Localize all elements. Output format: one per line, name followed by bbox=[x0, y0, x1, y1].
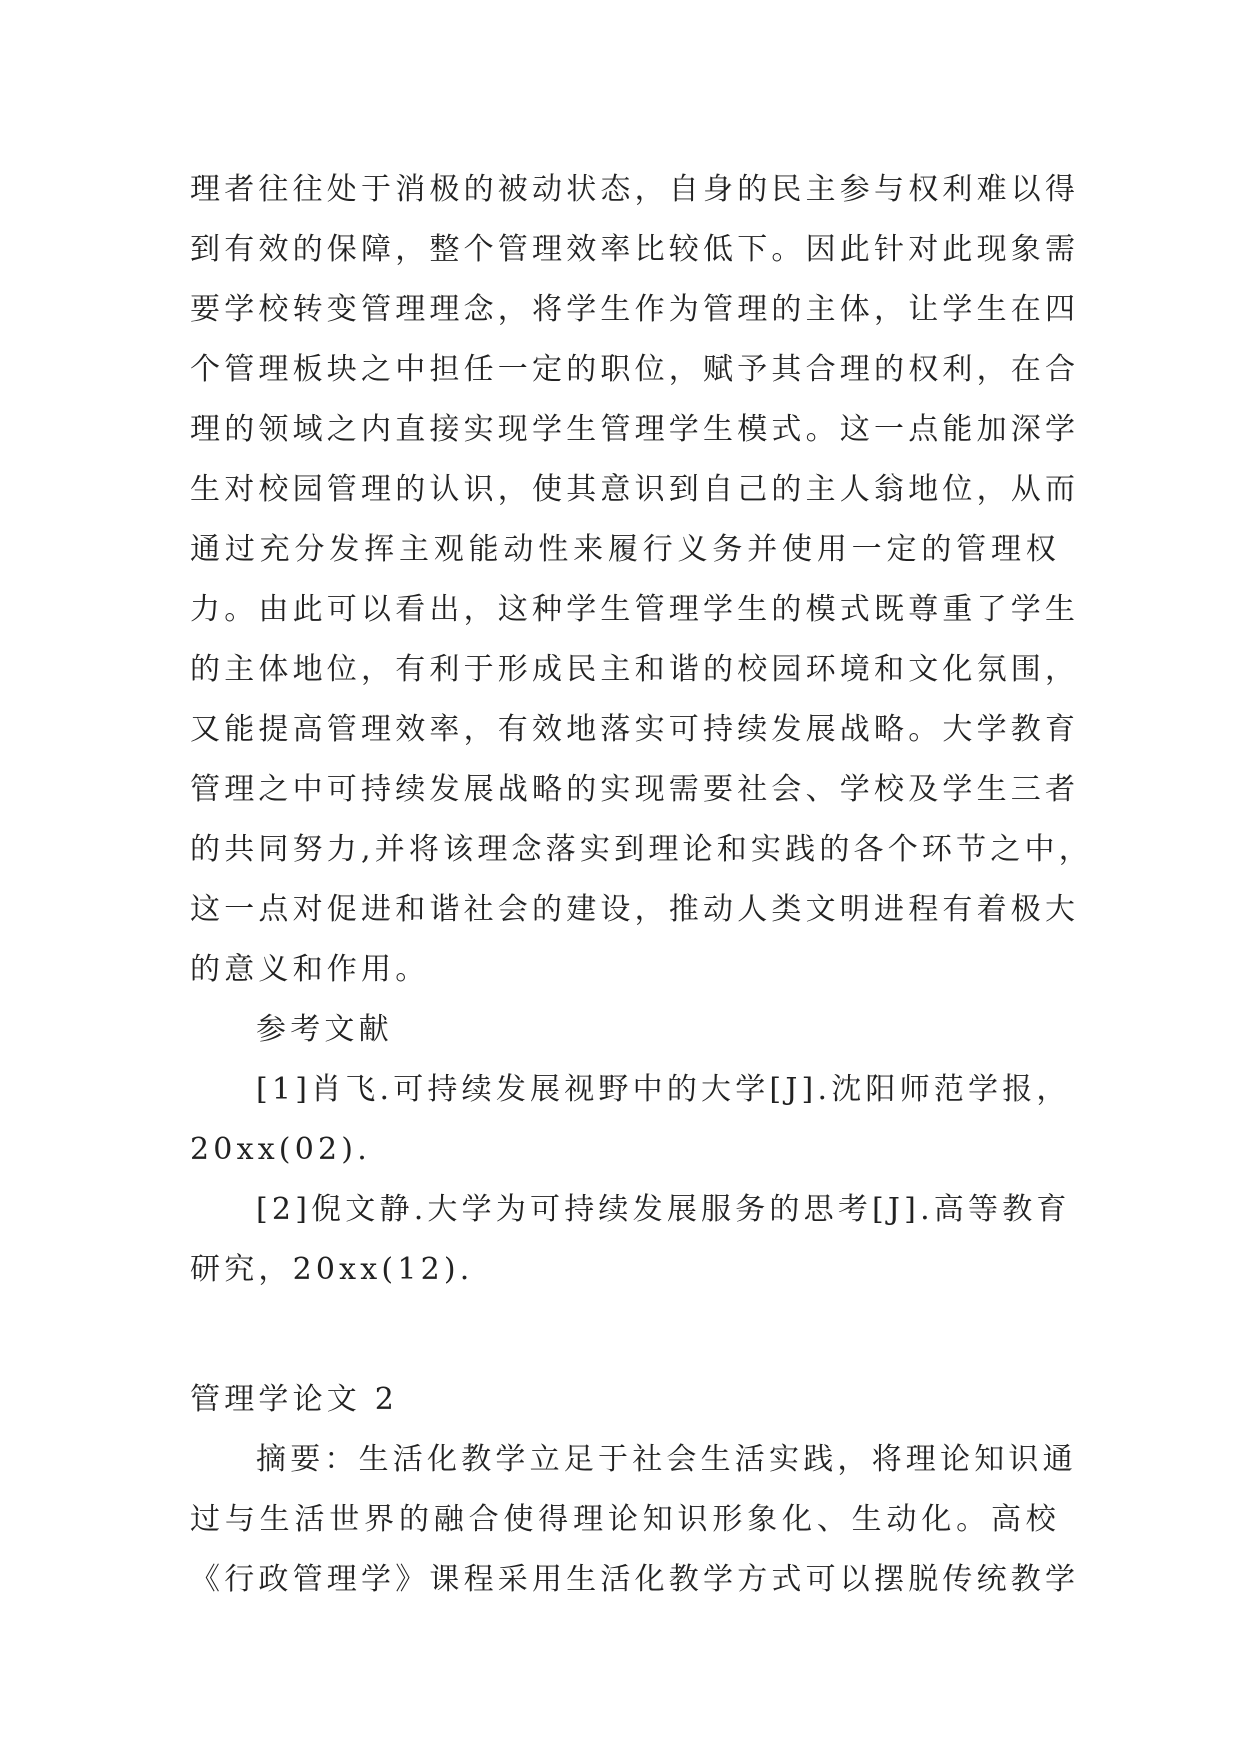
text-line: 的共同努力,并将该理念落实到理论和实践的各个环节之中， bbox=[190, 832, 1093, 867]
document-body bbox=[190, 160, 1093, 1610]
text-line: 这一点对促进和谐社会的建设，推动人类文明进程有着极大 bbox=[190, 892, 1080, 927]
text-line: 力。由此可以看出，这种学生管理学生的模式既尊重了学生 bbox=[190, 592, 1080, 627]
reference-1-line-1: [1]肖飞.可持续发展视野中的大学[J].沈阳师范学报， bbox=[256, 1072, 1071, 1107]
text-line: 的意义和作用。 bbox=[190, 952, 430, 987]
references-section bbox=[190, 1000, 1071, 1300]
section-2 bbox=[190, 1370, 1080, 1610]
paragraph-continuation bbox=[190, 160, 1093, 1000]
section-gap bbox=[190, 1300, 1060, 1370]
text-line: 理者往往处于消极的被动状态，自身的民主参与权利难以得 bbox=[190, 172, 1080, 207]
reference-2-line-1: [2]倪文静.大学为可持续发展服务的思考[J].高等教育 bbox=[256, 1192, 1071, 1227]
text-line: 通过充分发挥主观能动性来履行义务并使用一定的管理权 bbox=[190, 532, 1060, 567]
text-line: 生对校园管理的认识，使其意识到自己的主人翁地位，从而 bbox=[190, 472, 1080, 507]
text-line: 又能提高管理效率，有效地落实可持续发展战略。大学教育 bbox=[190, 712, 1080, 747]
section-title: 管理学论文 2 bbox=[190, 1382, 399, 1417]
text-line: 到有效的保障，整个管理效率比较低下。因此针对此现象需 bbox=[190, 232, 1080, 267]
text-line: 要学校转变管理理念，将学生作为管理的主体，让学生在四 bbox=[190, 292, 1080, 327]
abstract-line: 《行政管理学》课程采用生活化教学方式可以摆脱传统教学 bbox=[190, 1562, 1080, 1597]
text-line: 理的领域之内直接实现学生管理学生模式。这一点能加深学 bbox=[190, 412, 1080, 447]
text-line: 个管理板块之中担任一定的职位，赋予其合理的权利，在合 bbox=[190, 352, 1080, 387]
reference-1-line-2: 20xx(02). bbox=[190, 1132, 371, 1167]
abstract-line: 摘要：生活化教学立足于社会生活实践，将理论知识通 bbox=[256, 1442, 1077, 1477]
text-line: 的主体地位，有利于形成民主和谐的校园环境和文化氛围， bbox=[190, 652, 1080, 687]
text-line: 管理之中可持续发展战略的实现需要社会、学校及学生三者 bbox=[190, 772, 1080, 807]
references-heading: 参考文献 bbox=[256, 1012, 393, 1047]
abstract-line: 过与生活世界的融合使得理论知识形象化、生动化。高校 bbox=[190, 1502, 1060, 1537]
reference-2-line-2: 研究，20xx(12). bbox=[190, 1252, 474, 1287]
